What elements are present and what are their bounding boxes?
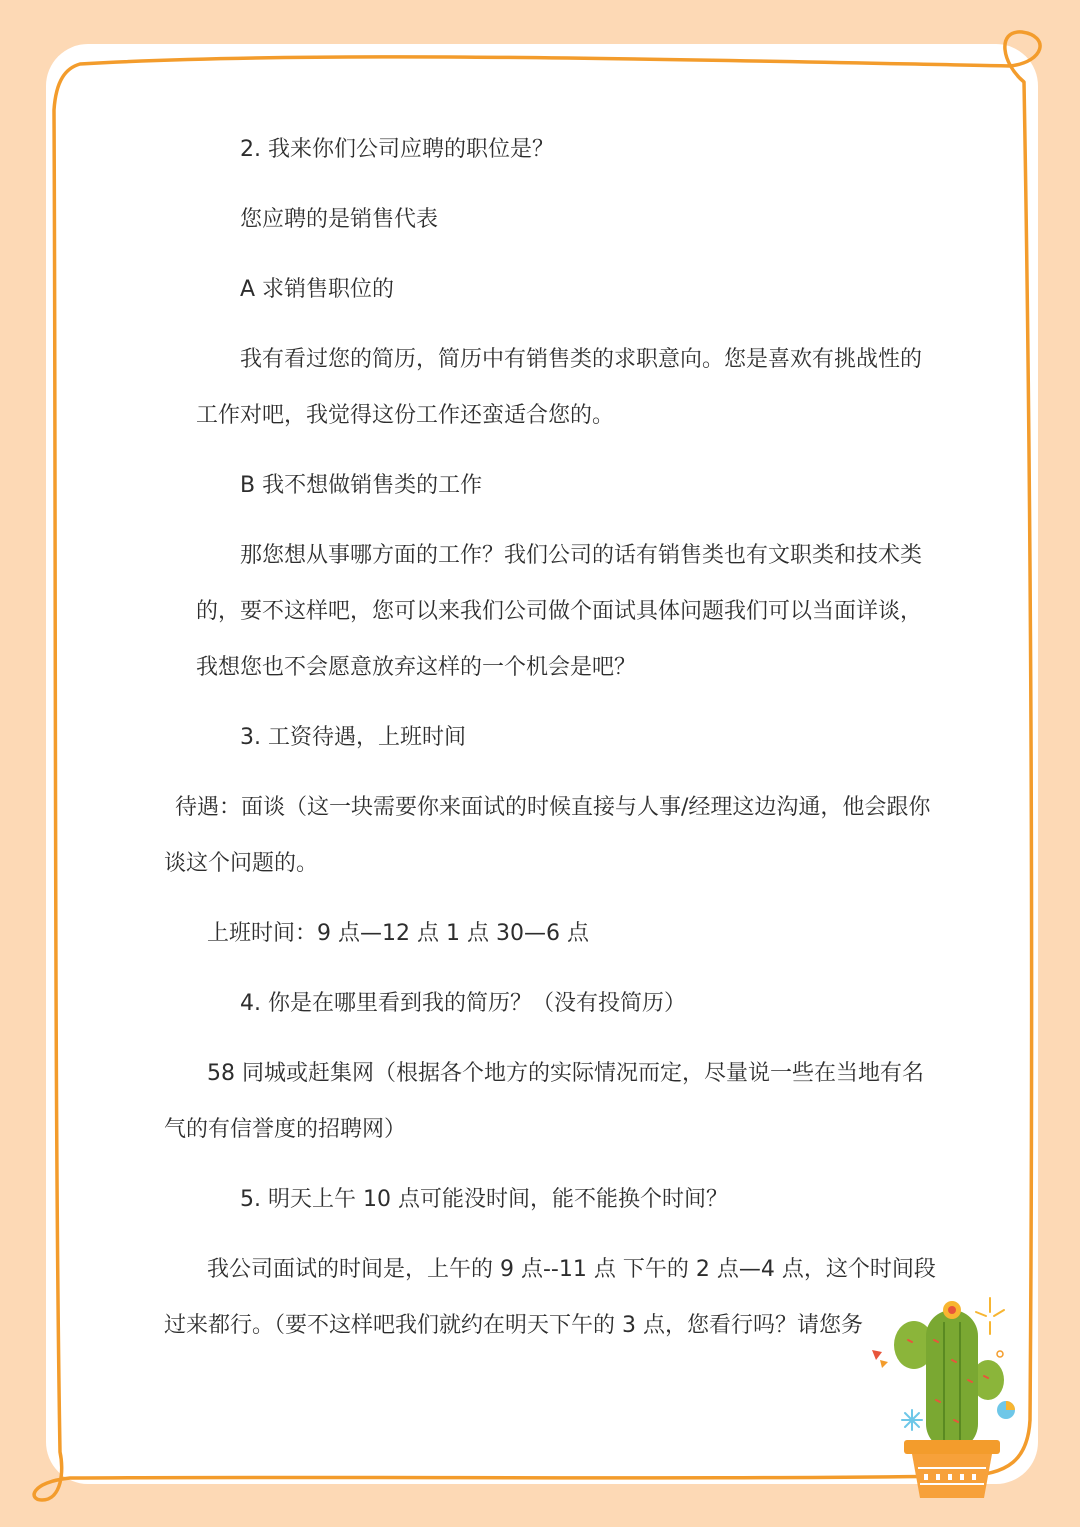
paragraph-line: 工作对吧，我觉得这份工作还蛮适合您的。 bbox=[196, 403, 615, 428]
question-3: 3. 工资待遇，上班时间 bbox=[240, 725, 466, 750]
cactus-plant-icon bbox=[862, 1290, 1032, 1510]
paragraph-line: 的，要不这样吧，您可以来我们公司做个面试具体问题我们可以当面详谈， bbox=[196, 599, 923, 624]
paragraph-line: 待遇：面谈（这一块需要你来面试的时候直接与人事/经理这边沟通，他会跟你 bbox=[175, 795, 931, 820]
question-4: 4. 你是在哪里看到我的简历？（没有投简历） bbox=[240, 991, 686, 1016]
question-2: 2. 我来你们公司应聘的职位是？ bbox=[240, 137, 554, 162]
question-5: 5. 明天上午 10 点可能没时间，能不能换个时间？ bbox=[240, 1187, 728, 1212]
paragraph-line: 气的有信誉度的招聘网） bbox=[164, 1117, 407, 1142]
paragraph-line: 我想您也不会愿意放弃这样的一个机会是吧？ bbox=[196, 655, 637, 680]
option-a: A 求销售职位的 bbox=[240, 277, 395, 302]
option-b: B 我不想做销售类的工作 bbox=[240, 473, 483, 498]
paragraph-line: 我有看过您的简历，简历中有销售类的求职意向。您是喜欢有挑战性的 bbox=[240, 347, 923, 372]
paragraph-line: 那您想从事哪方面的工作？我们公司的话有销售类也有文职类和技术类 bbox=[240, 543, 923, 568]
paragraph-line: 过来都行。（要不这样吧我们就约在明天下午的 3 点，您看行吗？请您务 bbox=[164, 1313, 863, 1338]
paragraph-line: 谈这个问题的。 bbox=[164, 851, 319, 876]
paragraph-line: 58 同城或赶集网（根据各个地方的实际情况而定，尽量说一些在当地有名 bbox=[207, 1061, 924, 1086]
paragraph-line: 我公司面试的时间是，上午的 9 点--11 点 下午的 2 点—4 点，这个时间段 bbox=[207, 1257, 936, 1282]
answer-text: 您应聘的是销售代表 bbox=[240, 207, 439, 232]
work-hours: 上班时间：9 点—12 点 1 点 30—6 点 bbox=[207, 921, 589, 946]
